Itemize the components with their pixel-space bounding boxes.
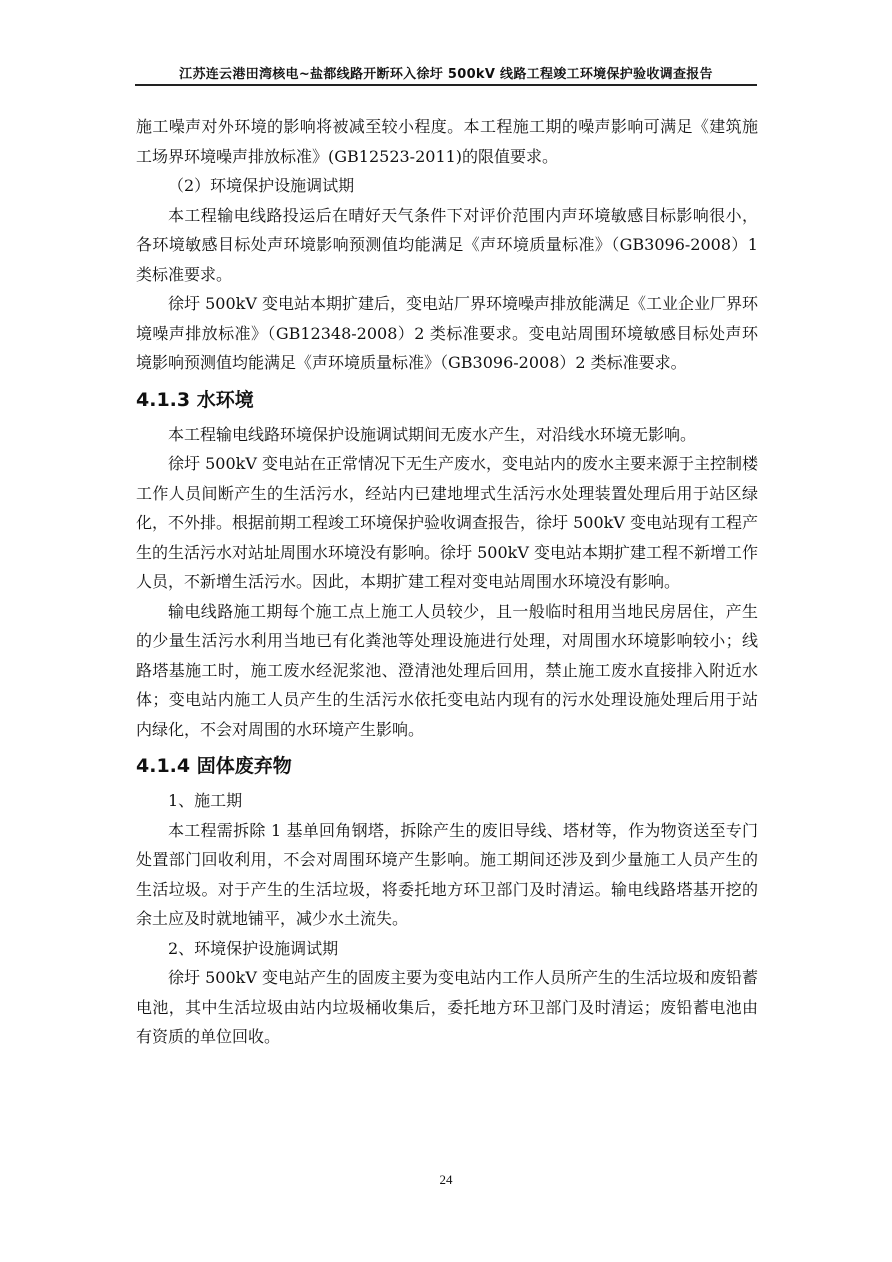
paragraph: 徐圩 500kV 变电站本期扩建后，变电站厂界环境噪声排放能满足《工业企业厂界环境噪声排放标准》（GB12348-2008）2 类标准要求。变电站周围环境敏感目标处声环境影响预测值均能满足《声环境质量标准》（GB3096-2008）2 类标准要求。 xyxy=(136,294,758,372)
paragraph: 施工噪声对外环境的影响将被减至较小程度。本工程施工期的噪声影响可满足《建筑施工场界环境噪声排放标准》(GB12523-2011)的限值要求。 xyxy=(136,117,758,166)
page-body xyxy=(136,112,758,1052)
running-header xyxy=(135,64,757,86)
header-title: 江苏连云港田湾核电~盐都线路开断环入徐圩 500kV 线路工程竣工环境保护验收调查报告 xyxy=(179,67,713,82)
section-heading-solid-waste: 4.1.4 固体废弃物 xyxy=(136,755,292,777)
section-heading-water: 4.1.3 水环境 xyxy=(136,388,254,411)
subsection-label: 2、环境保护设施调试期 xyxy=(168,938,339,958)
paragraph: 本工程输电线路环境保护设施调试期间无废水产生，对沿线水环境无影响。 xyxy=(168,424,697,444)
paragraph: 徐圩 500kV 变电站产生的固废主要为变电站内工作人员所产生的生活垃圾和废铅蓄电池，其中生活垃圾由站内垃圾桶收集后，委托地方环卫部门及时清运；废铅蓄电池由有资质的单位回收。 xyxy=(136,968,758,1046)
subsection-label: （2）环境保护设施调试期 xyxy=(168,176,355,195)
subsection-label: 1、施工期 xyxy=(168,791,243,810)
paragraph: 本工程输电线路投运后在晴好天气条件下对评价范围内声环境敏感目标影响很小，各环境敏感目标处声环境影响预测值均能满足《声环境质量标准》（GB3096-2008）1 类标准要求。 xyxy=(136,205,758,284)
paragraph: 徐圩 500kV 变电站在正常情况下无生产废水，变电站内的废水主要来源于主控制楼工作人员间断产生的生活污水，经站内已建地埋式生活污水处理装置处理后用于站区绿化，不外排。根据前期工程竣工环境保护验收调查报告，徐圩 500kV 变电站现有工程产生的生活污水对站址周围水环境没有影响。徐圩 500kV 变电站本期扩建工程不新增工作人员，不新增生活污水。因此，本期扩建工程对变电站周围水环境没有影响。 xyxy=(136,454,758,591)
page-number: 24 xyxy=(439,1172,453,1187)
paragraph: 本工程需拆除 1 基单回角钢塔，拆除产生的废旧导线、塔材等，作为物资送至专门处置部门回收利用，不会对周围环境产生影响。施工期间还涉及到少量施工人员产生的生活垃圾。对于产生的生活垃圾，将委托地方环卫部门及时清运。输电线路塔基开挖的余土应及时就地铺平，减少水土流失。 xyxy=(136,820,758,928)
paragraph: 输电线路施工期每个施工点上施工人员较少，且一般临时租用当地民房居住，产生的少量生活污水利用当地已有化粪池等处理设施进行处理，对周围水环境影响较小；线路塔基施工时，施工废水经泥浆池、澄清池处理后回用，禁止施工废水直接排入附近水体；变电站内施工人员产生的生活污水依托变电站内现有的污水处理设施处理后用于站内绿化，不会对周围的水环境产生影响。 xyxy=(136,601,758,739)
